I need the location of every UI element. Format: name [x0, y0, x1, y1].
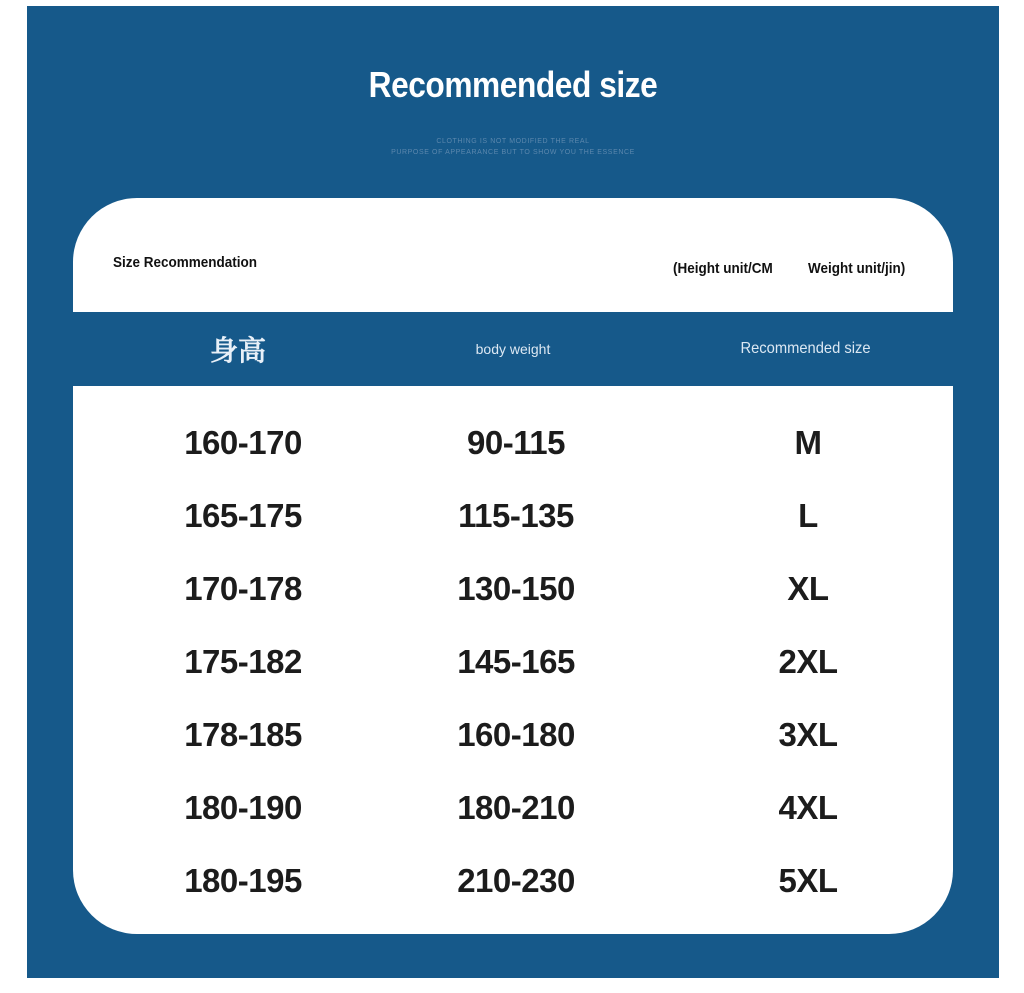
tagline-line-2: PURPOSE OF APPEARANCE BUT TO SHOW YOU THE ESSENCE [391, 149, 635, 156]
height-cell: 178-185 [184, 715, 302, 753]
page-title: Recommended size [368, 64, 658, 105]
size-table [73, 406, 953, 917]
height-cell: 175-182 [184, 642, 302, 680]
size-cell: 4XL [778, 788, 838, 826]
size-cell: 5XL [778, 861, 838, 899]
table-row [73, 479, 953, 552]
size-cell: M [794, 423, 822, 461]
weight-cell: 90-115 [467, 423, 565, 461]
table-row [73, 844, 953, 917]
height-cell: 180-195 [184, 861, 302, 899]
size-cell: 3XL [778, 715, 838, 753]
size-chart-card [73, 198, 953, 934]
table-row [73, 771, 953, 844]
table-row [73, 698, 953, 771]
weight-cell: 130-150 [457, 569, 575, 607]
card-header [73, 198, 953, 312]
weight-cell: 180-210 [457, 788, 575, 826]
height-cell: 165-175 [184, 496, 302, 534]
weight-cell: 145-165 [457, 642, 575, 680]
height-cell: 180-190 [184, 788, 302, 826]
height-cell: 160-170 [184, 423, 302, 461]
card-heading: Size Recommendation [113, 254, 258, 271]
weight-unit-label: Weight unit/jin) [808, 260, 906, 277]
height-cell: 170-178 [184, 569, 302, 607]
column-header-size: Recommended size [740, 340, 871, 357]
column-header-height: 身高 [209, 335, 266, 366]
table-row [73, 552, 953, 625]
column-header-bar [73, 312, 953, 386]
tagline-line-1: CLOTHING IS NOT MODIFIED THE REAL [436, 138, 590, 145]
table-row [73, 625, 953, 698]
size-cell: L [798, 496, 818, 534]
tagline [27, 136, 999, 158]
weight-cell: 210-230 [457, 861, 575, 899]
size-cell: XL [787, 569, 829, 607]
column-header-weight: body weight [475, 341, 551, 357]
table-row [73, 406, 953, 479]
size-cell: 2XL [778, 642, 838, 680]
height-unit-label: (Height unit/CM [673, 260, 773, 277]
weight-cell: 115-135 [458, 496, 574, 534]
weight-cell: 160-180 [457, 715, 575, 753]
